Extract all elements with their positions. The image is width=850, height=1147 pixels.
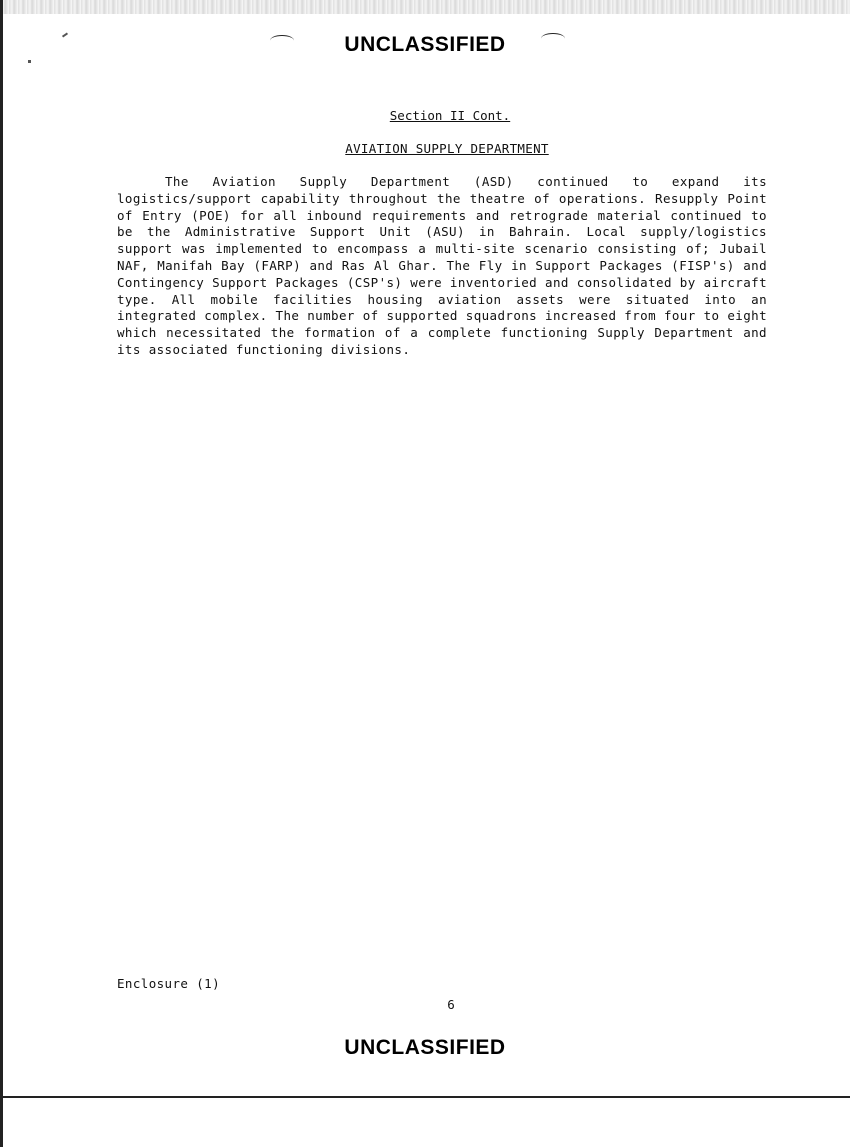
scan-edge-top bbox=[0, 0, 850, 14]
department-title-text: AVIATION SUPPLY DEPARTMENT bbox=[345, 141, 549, 156]
classification-marking-top: UNCLASSIFIED bbox=[344, 33, 506, 56]
body-paragraph: The Aviation Supply Department (ASD) continued to expand its logistics/support capability throughout the theatre of operations. Resupply Point of Entry (POE) for all inbound requirements and retrograde material continued to be the Administrative Support Unit (ASU) in Bahrain. Local supply/logistics support was implemented to encompass a multi-site scenario consisting of; Jubail NAF, Manifah Bay (FARP) and Ras Al Ghar. The Fly in Support Packages (FISP's) and Contingency Support Packages (CSP's) were inventoried and consolidated by aircraft type. All mobile facilities housing aviation assets were situated into an integrated complex. The number of supported squadrons increased from four to eight which necessitated the formation of a complete functioning Supply Department and its associated functioning divisions. bbox=[117, 174, 767, 357]
section-title-text: Section II Cont. bbox=[389, 108, 511, 123]
scan-edge-bottom bbox=[0, 1096, 850, 1098]
classification-marking-bottom: UNCLASSIFIED bbox=[344, 1036, 506, 1059]
scan-speck bbox=[28, 60, 31, 63]
scan-edge-left bbox=[0, 0, 3, 1147]
page-number: 6 bbox=[447, 997, 455, 1012]
section-title bbox=[0, 108, 850, 123]
enclosure-label: Enclosure (1) bbox=[117, 976, 221, 991]
department-title bbox=[0, 141, 850, 156]
